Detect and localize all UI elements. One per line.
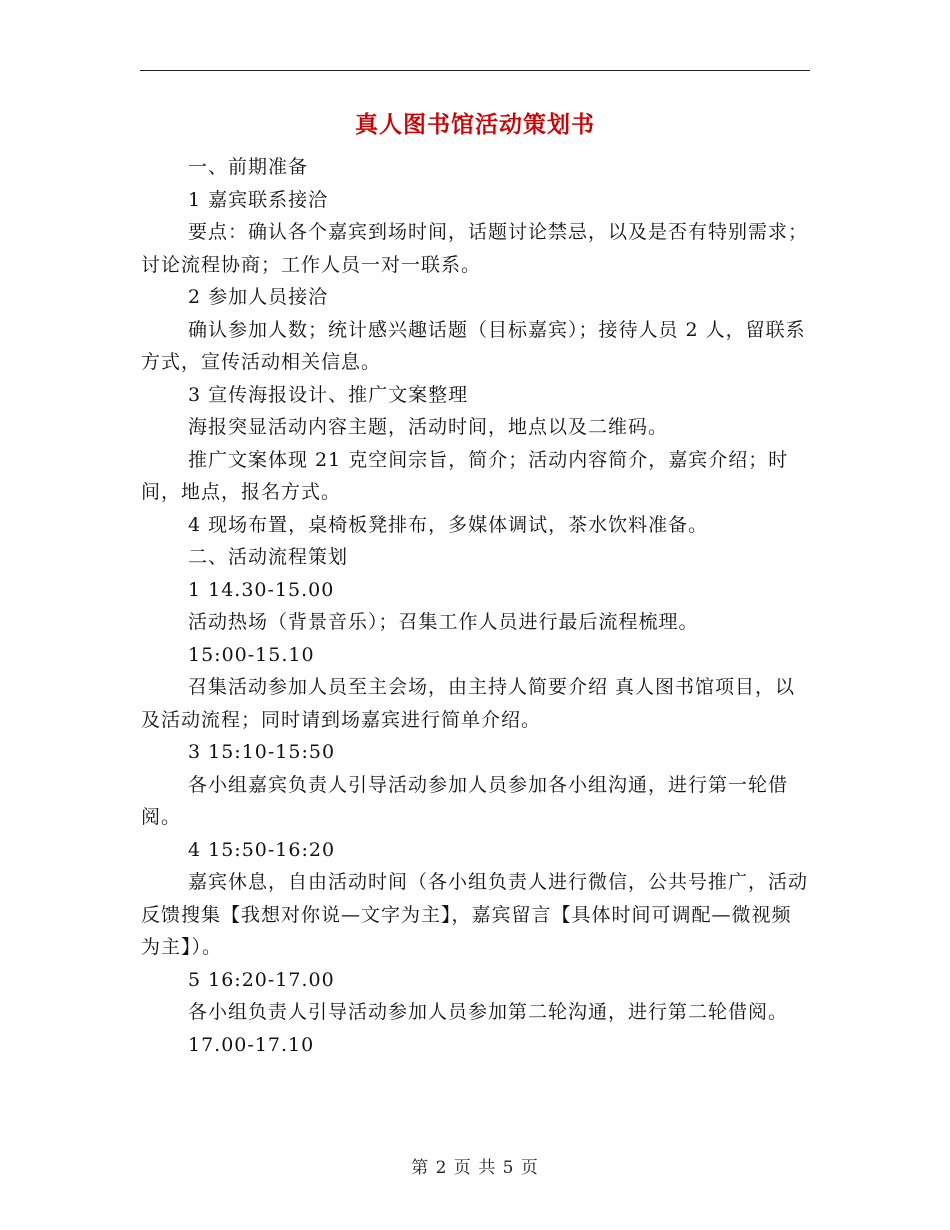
paragraph: 确认参加人数；统计感兴趣话题（目标嘉宾）；接待人员 2 人，留联系方式，宣传活动相关信息。 xyxy=(141,318,806,373)
paragraph: 2 参加人员接洽 xyxy=(188,286,329,308)
header-rule xyxy=(140,70,810,71)
paragraph: 嘉宾休息，自由活动时间（各小组负责人进行微信，公共号推广，活动反馈搜集【我想对你说—文字为主】，嘉宾留言【具体时间可调配—微视频为主】）。 xyxy=(141,871,809,958)
paragraph: 4 15:50-16:20 xyxy=(188,838,336,861)
paragraph: 召集活动参加人员至主会场，由主持人简要介绍 真人图书馆项目，以及活动流程；同时请到场嘉宾进行简单介绍。 xyxy=(141,676,796,731)
paragraph: 各小组负责人引导活动参加人员参加第二轮沟通，进行第二轮借阅。 xyxy=(188,1001,789,1023)
paragraph: 活动热场（背景音乐）；召集工作人员进行最后流程梳理。 xyxy=(188,611,699,633)
paragraph: 1 14.30-15.00 xyxy=(188,578,335,601)
page-number-footer: 第 2 页 共 5 页 xyxy=(411,1158,539,1178)
paragraph: 二、活动流程策划 xyxy=(188,546,349,568)
paragraph: 一、前期准备 xyxy=(188,156,309,178)
document-title: 真人图书馆活动策划书 xyxy=(355,112,595,138)
paragraph: 3 宣传海报设计、推广文案整理 xyxy=(188,383,469,406)
paragraph: 要点：确认各个嘉宾到场时间，话题讨论禁忌，以及是否有特别需求；讨论流程协商；工作人员一对一联系。 xyxy=(141,221,809,276)
paragraph: 5 16:20-17.00 xyxy=(188,968,335,991)
paragraph: 1 嘉宾联系接洽 xyxy=(188,188,329,211)
paragraph: 各小组嘉宾负责人引导活动参加人员参加各小组沟通，进行第一轮借阅。 xyxy=(141,773,789,828)
paragraph: 4 现场布置，桌椅板凳排布，多媒体调试，茶水饮料准备。 xyxy=(188,513,709,536)
paragraph: 推广文案体现 21 克空间宗旨，简介；活动内容简介，嘉宾介绍；时间，地点，报名方式。 xyxy=(141,448,789,503)
paragraph: 17.00-17.10 xyxy=(188,1033,315,1056)
document-body xyxy=(141,151,811,1061)
paragraph: 15:00-15.10 xyxy=(188,643,315,666)
paragraph: 海报突显活动内容主题，活动时间，地点以及二维码。 xyxy=(188,416,669,438)
paragraph: 3 15:10-15:50 xyxy=(188,741,336,763)
